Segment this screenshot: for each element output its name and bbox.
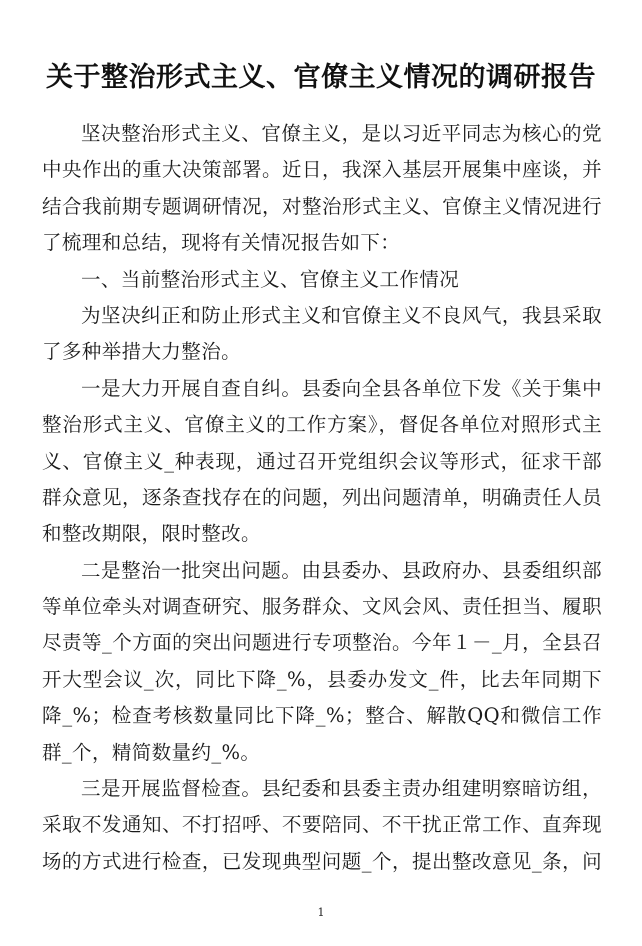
- paragraph-line: 为坚决纠正和防止形式主义和官僚主义不良风气，我县采取: [81, 303, 602, 327]
- paragraph-line: 了多种举措大力整治。: [42, 340, 242, 364]
- paragraph-line: 一是大力开展自查自纠。县委向全县各单位下发《关于集中: [81, 376, 602, 400]
- document-title: 关于整治形式主义、官僚主义情况的调研报告: [46, 62, 596, 93]
- paragraph-line: 结合我前期专题调研情况，对整治形式主义、官僚主义情况进行: [42, 194, 602, 218]
- paragraph-line: 中央作出的重大决策部署。近日，我深入基层开展集中座谈，并: [42, 158, 602, 182]
- paragraph-line: 二是整治一批突出问题。由县委办、县政府办、县委组织部: [81, 558, 602, 582]
- section-heading: 一、当前整治形式主义、官僚主义工作情况: [81, 267, 460, 291]
- paragraph-line: 坚决整治形式主义、官僚主义，是以习近平同志为核心的党: [81, 122, 602, 145]
- paragraph-line: 尽责等_个方面的突出问题进行专项整治。今年１－_月，全县召: [42, 631, 602, 655]
- paragraph-line: 义、官僚主义_种表现，通过召开党组织会议等形式，征求干部: [42, 449, 602, 473]
- paragraph-line: 了梳理和总结，现将有关情况报告如下：: [42, 231, 401, 255]
- paragraph-line: 等单位牵头对调查研究、服务群众、文风会风、责任担当、履职: [42, 595, 602, 619]
- page-number: 1: [317, 906, 325, 919]
- paragraph-line: 开大型会议_次，同比下降_%，县委办发文_件，比去年同期下: [42, 667, 602, 691]
- paragraph-line: 场的方式进行检查，已发现典型问题_个，提出整改意见_条，问: [42, 849, 602, 873]
- paragraph-line: 降_%；检查考核数量同比下降_%；整合、解散QQ和微信工作: [42, 704, 602, 728]
- document-body: [42, 116, 602, 880]
- paragraph-line: 群_个，精简数量约_%。: [42, 740, 261, 764]
- paragraph-line: 群众意见，逐条查找存在的问题，列出问题清单，明确责任人员: [42, 485, 602, 509]
- paragraph-line: 整治形式主义、官僚主义的工作方案》，督促各单位对照形式主: [42, 413, 602, 437]
- paragraph-line: 采取不发通知、不打招呼、不要陪同、不干扰正常工作、直奔现: [42, 813, 602, 837]
- paragraph-line: 和整改期限，限时整改。: [42, 522, 261, 546]
- paragraph-line: 三是开展监督检查。县纪委和县委主责办组建明察暗访组，: [81, 777, 602, 801]
